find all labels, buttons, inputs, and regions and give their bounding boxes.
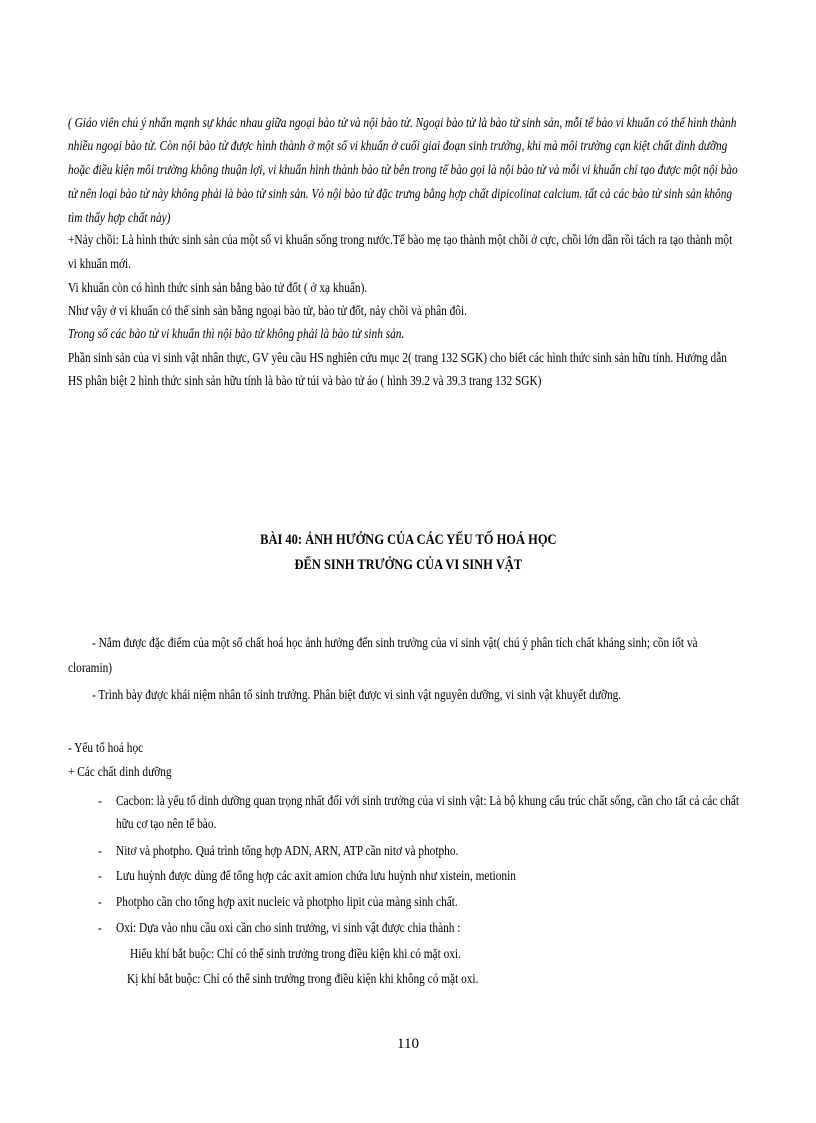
factor-dash-1: - (98, 793, 102, 808)
factor-item-cacbon-cont: hữu cơ tạo nên tế bào. (116, 816, 217, 831)
objective-line-3: - Trình bày được khái niệm nhân tố sinh trưởng. Phân biệt được vi sinh vật nguyên dưỡng, vi sinh vật khuyết dưỡng. (92, 687, 622, 702)
note-line-4: tử nên loại bào tử này không phải là bào tử sinh sản. Vỏ nội bào tử đặc trưng bằng hợp chất dipicolinat calcium. tất cả các bào tử sinh sản không (68, 186, 733, 201)
body-line-4: Như vậy ở vi khuẩn có thể sinh sản bằng ngoại bào tử, bào tử đốt, nảy chồi và phân đôi. (68, 303, 467, 318)
note-line-2: nhiều ngoại bào tử. Còn nội bào tử được hình thành ở một số vi khuẩn ở cuối giai đoạn sinh trưởng, khi mà môi trường cạn kiệt chất dinh dưỡng (68, 138, 728, 153)
factor-dash-2: - (98, 843, 102, 858)
note-line-1: ( Giáo viên chú ý nhấn mạnh sự khác nhau giữa ngoại bào tử và nội bào tử. Ngoại bào tử là bào tử sinh sản, mỗi tế bào vi khuẩn có thể hình thành (68, 115, 737, 130)
factor-item-nito: Nitơ và photpho. Quá trình tổng hợp ADN, ARN, ATP cần nitơ và photpho. (116, 843, 459, 858)
body-line-2: vi khuẩn mới. (68, 256, 132, 271)
lesson-title-line-2 (0, 556, 816, 574)
body-line-3: Vi khuẩn còn có hình thức sinh sản bằng bào tử đốt ( ở xạ khuẩn). (68, 280, 368, 295)
note-line-5: tìm thấy hợp chất này) (68, 210, 171, 225)
page-number: 110 (397, 1036, 419, 1052)
factor-dash-5: - (98, 920, 102, 935)
factor-item-cacbon: Cacbon: là yếu tố dinh dưỡng quan trọng nhất đối với sinh trưởng của vi sinh vật: Là bộ khung cấu trúc chất sống, cần cho tất cả các chất (116, 793, 740, 808)
factors-subheading: + Các chất dinh dưỡng (68, 764, 172, 779)
lesson-title-text-2: ĐẾN SINH TRƯỞNG CỦA VI SINH VẬT (294, 557, 522, 573)
factor-dash-4: - (98, 894, 102, 909)
factor-item-oxi: Oxi: Dựa vào nhu cầu oxi cần cho sinh trưởng, vi sinh vật được chia thành : (116, 920, 461, 935)
objective-line-2: cloramin) (68, 660, 113, 675)
lesson-title-text-1: BÀI 40: ẢNH HƯỞNG CỦA CÁC YẾU TỐ HOÁ HỌC (259, 532, 557, 548)
oxi-sub-ki-khi: Kị khí bắt buộc: Chỉ có thể sinh trưởng trong điều kiện khi không có mặt oxi. (127, 971, 479, 986)
factor-item-photpho: Photpho cần cho tổng hợp axit nucleic và photpho lipit của màng sinh chất. (116, 894, 458, 909)
lesson-title-line-1 (0, 531, 816, 549)
note-line-3: hoặc điều kiện môi trường không thuận lợi, vi khuẩn hình thành bào tử bên trong tế bào gọi là nội bào tử và mỗi vi khuẩn chỉ tạo được một nội bào (68, 162, 738, 177)
oxi-sub-hieu-khi: Hiếu khí bắt buộc: Chỉ có thể sinh trưởng trong điều kiện khi có mặt oxi. (130, 946, 461, 961)
factors-heading: - Yếu tố hoá học (68, 740, 144, 755)
factor-item-luu-huynh: Lưu huỳnh được dùng để tổng hợp các axit amion chứa lưu huỳnh như xistein, metionin (116, 868, 516, 883)
factor-dash-3: - (98, 868, 102, 883)
body-line-5: Trong số các bào tử vi khuẩn thì nội bào tử không phải là bào tử sinh sản. (68, 326, 405, 341)
body-line-7: HS phân biệt 2 hình thức sinh sản hữu tính là bào tử túi và bào tử áo ( hình 39.2 và 39.3 trang 132 SGK) (68, 373, 542, 388)
body-line-6: Phần sinh sản của vi sinh vật nhân thực, GV yêu cầu HS nghiên cứu mục 2( trang 132 SGK) cho biết các hình thức sinh sản hữu tính. Hướng dẫn (68, 350, 727, 365)
body-line-1: +Nảy chồi: Là hình thức sinh sản của một số vi khuẩn sống trong nước.Tế bào mẹ tạo thành một chồi ở cực, chồi lớn dần rồi tách ra tạo thành một (68, 232, 733, 247)
objective-line-1: - Nắm được đặc điểm của một số chất hoá học ảnh hưởng đến sinh trưởng của vi sinh vật( chú ý phân tích chất kháng sinh; cồn iốt và (92, 635, 698, 650)
